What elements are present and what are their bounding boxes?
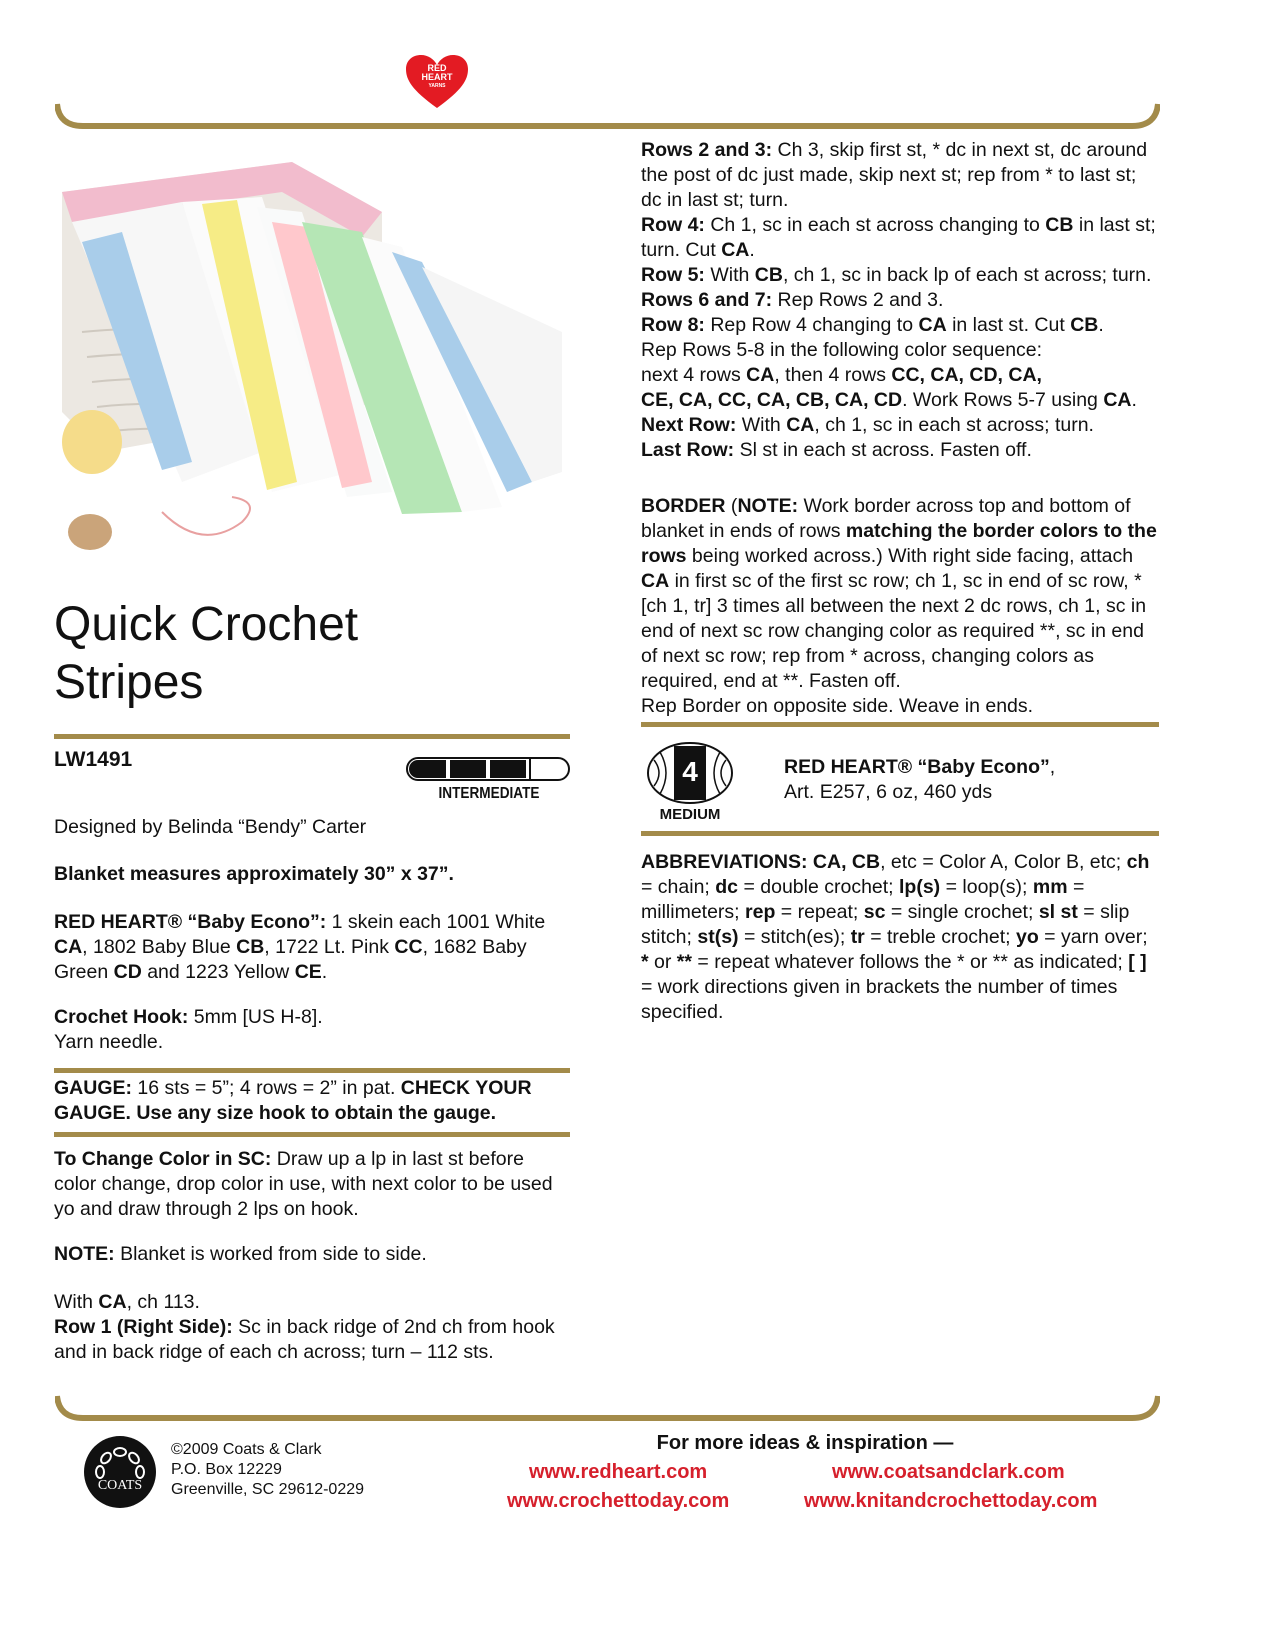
header-rule	[55, 100, 1160, 132]
coats-logo	[84, 1436, 156, 1508]
change-color-instructions: To Change Color in SC: Draw up a lp in last st before color change, drop color in use, with next color to be used yo and draw through 2 lps on hook.	[54, 1148, 553, 1220]
blanket-photo	[62, 152, 562, 552]
logo-text-red: RED	[427, 63, 447, 73]
yarn-materials: RED HEART® “Baby Econo”: 1 skein each 1001 White CA, 1802 Baby Blue CB, 1722 Lt. Pink CC, 1682 Baby Green CD and 1223 Yellow CE.	[54, 911, 546, 983]
link-coatsandclark[interactable]: www.coatsandclark.com	[832, 1461, 1065, 1483]
link-crochettoday[interactable]: www.crochettoday.com	[507, 1490, 730, 1512]
abbreviations: ABBREVIATIONS: CA, CB, etc = Color A, Color B, etc; ch = chain; dc = double crochet; lp(s) = loop(s); mm = millimeters; rep = repeat; sc = single crochet; sl st = slip stitch; st(s) = stitch(es); tr = treble crochet; yo = yarn over; * or ** = repeat whatever follows the * or ** as indicated; [ ] = work directions given in brackets the number of times specified.	[641, 851, 1150, 1023]
yarn-details: Art. E257, 6 oz, 460 yds	[784, 781, 993, 803]
link-knitandcrochettoday[interactable]: www.knitandcrochettoday.com	[804, 1490, 1098, 1512]
po-box: P.O. Box 12229	[171, 1461, 282, 1478]
border-instructions: BORDER (NOTE: Work border across top and bottom of blanket in ends of rows matching the border colors to the rows being worked across.) With right side facing, attach CA in first sc of the first sc row; ch 1, sc in end of sc row, * [ch 1, tr] 3 times all between the next 2 dc rows, ch 1, sc in end of next sc row changing color as required **, sc in end of next sc row; rep from * across, changing colors as required, end at **. Fasten off. Rep Border on opposite side. Weave in ends.	[641, 495, 1157, 717]
designer-credit: Designed by Belinda “Bendy” Carter	[54, 816, 367, 838]
copyright: ©2009 Coats & Clark	[171, 1441, 322, 1458]
logo-text-heart: HEART	[421, 72, 453, 82]
company-address	[171, 1440, 364, 1500]
skill-level-indicator	[406, 757, 572, 802]
gauge-top-rule	[54, 1068, 570, 1073]
logo-text-yarns: YARNS	[428, 83, 446, 89]
yarn-weight-number: 4	[682, 756, 698, 787]
yarn-bottom-rule	[641, 831, 1159, 836]
gauge-bottom-rule	[54, 1132, 570, 1137]
blanket-measurements: Blanket measures approximately 30” x 37”.	[54, 863, 454, 885]
skill-bars-icon	[406, 757, 572, 783]
divider	[54, 734, 570, 739]
title-line-2: Stripes	[54, 656, 204, 709]
yarn-top-rule	[641, 722, 1159, 727]
pattern-code: LW1491	[54, 748, 133, 771]
yarn-info: RED HEART® “Baby Econo”, Art. E257, 6 oz, 460 yds	[784, 756, 1056, 803]
city: Greenville, SC 29612-0229	[171, 1481, 365, 1498]
coats-logo-text: COATS	[97, 1478, 143, 1493]
hook-materials: Crochet Hook: 5mm [US H-8]. Yarn needle.	[54, 1006, 323, 1053]
footer-rule	[55, 1392, 1160, 1424]
link-redheart[interactable]: www.redheart.com	[529, 1461, 708, 1483]
page-title	[54, 596, 358, 712]
row-instructions: Rows 2 and 3: Ch 3, skip first st, * dc in next st, dc around the post of dc just made, skip next st; rep from * to last st; dc in last st; turn. Row 4: Ch 1, sc in each st across changing to CB in last st; turn. Cut CA. Row 5: With CB, ch 1, sc in back lp of each st across; turn. Rows 6 and 7: Rep Rows 2 and 3. Row 8: Rep Row 4 changing to CA in last st. Cut CB. Rep Rows 5-8 in the following color sequence: next 4 rows CA, then 4 rows CC, CA, CD, CA, CE, CA, CC, CA, CB, CA, CD. Work Rows 5-7 using CA. Next Row: With CA, ch 1, sc in each st across; turn. Last Row: Sl st in each st across. Fasten off.	[641, 139, 1156, 461]
ideas-heading: For more ideas & inspiration —	[656, 1432, 954, 1454]
title-line-1: Quick Crochet	[54, 598, 359, 651]
starting-instructions: With CA, ch 113. Row 1 (Right Side): Sc in back ridge of 2nd ch from hook and in back ridge of each ch across; turn – 112 sts.	[54, 1291, 555, 1363]
needle-line: Yarn needle.	[54, 1031, 164, 1053]
gauge-section: GAUGE: 16 sts = 5”; 4 rows = 2” in pat. CHECK YOUR GAUGE. Use any size hook to obtain the gauge.	[54, 1077, 532, 1124]
yarn-weight-badge	[644, 740, 736, 826]
yarn-weight-label: MEDIUM	[659, 806, 721, 823]
skill-level-label: INTERMEDIATE	[438, 785, 540, 802]
note-section: NOTE: Blanket is worked from side to side.	[54, 1243, 427, 1265]
coats-chain-icon	[84, 1436, 156, 1508]
